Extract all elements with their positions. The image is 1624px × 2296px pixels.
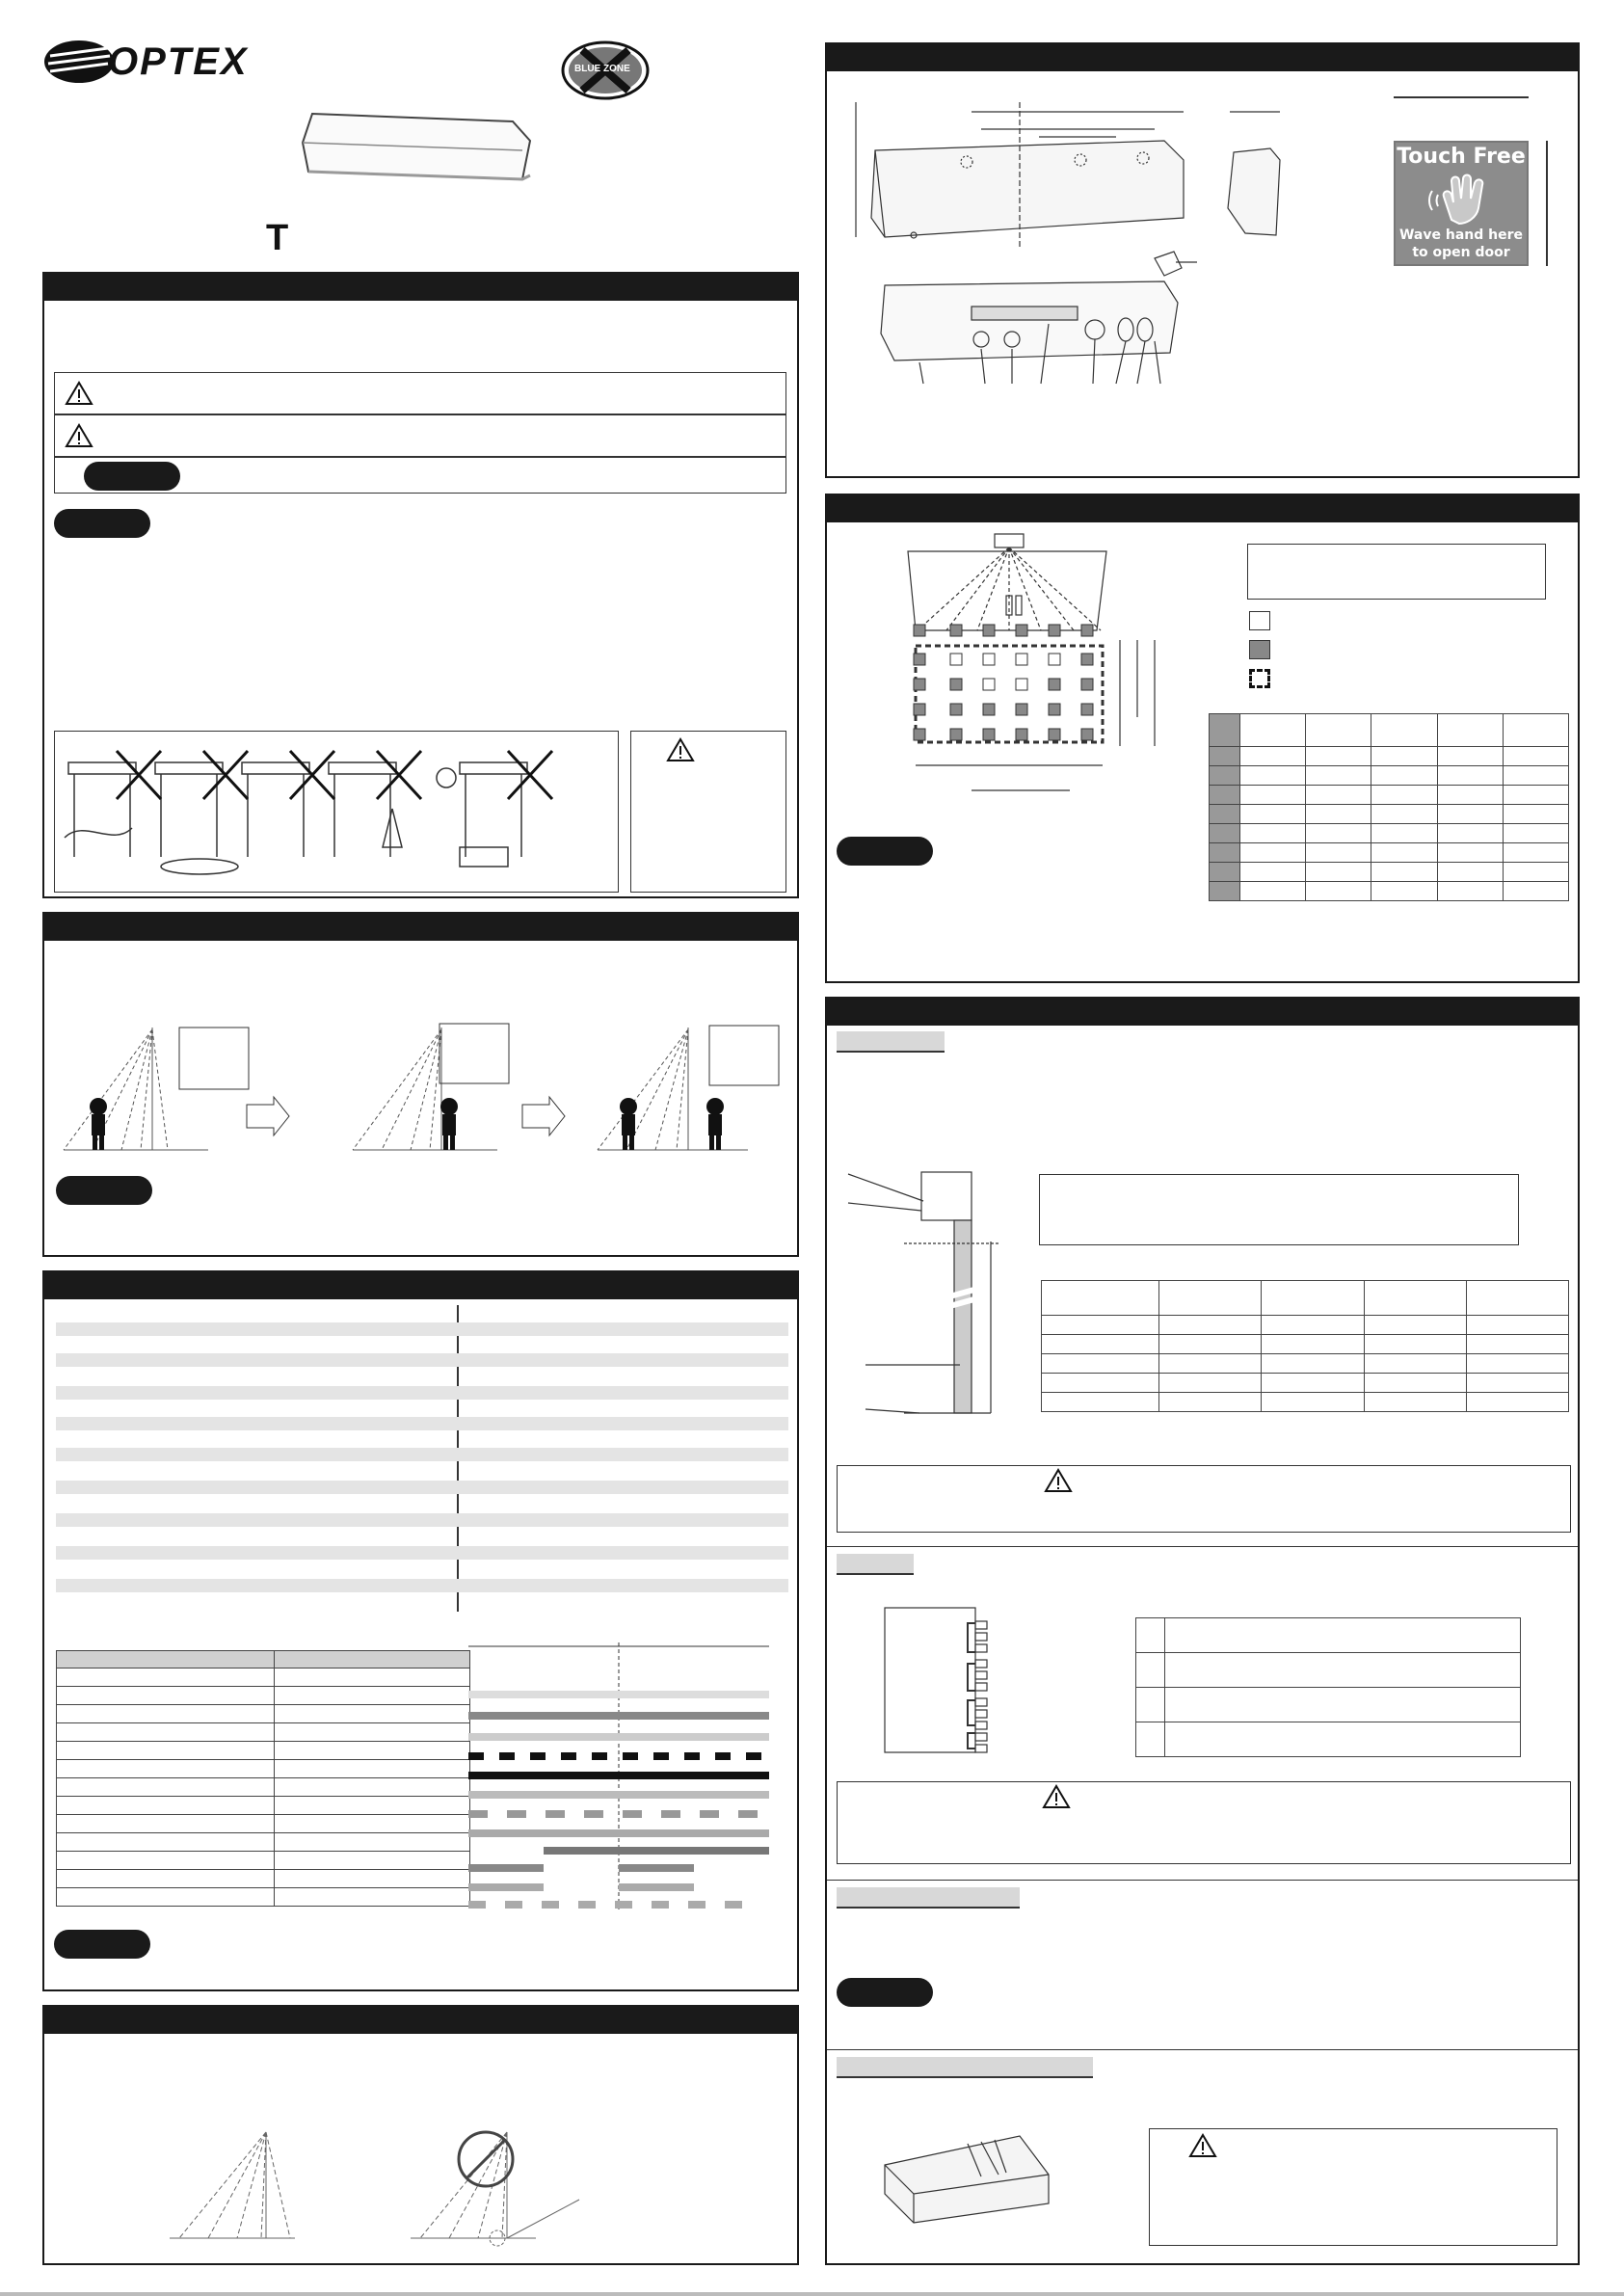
sign-height-dim xyxy=(1546,141,1548,266)
subsection-divider xyxy=(827,2049,1578,2050)
mounting-height-diagram xyxy=(827,1134,1039,1461)
spec-row xyxy=(56,1353,788,1367)
note-pill xyxy=(56,1176,152,1205)
connector-diagram xyxy=(881,1604,997,1758)
subsection-label xyxy=(837,1031,945,1053)
note-pill xyxy=(54,1930,150,1959)
warning-icon xyxy=(65,381,93,411)
caution-icon xyxy=(1044,1468,1073,1498)
note-box xyxy=(54,457,786,494)
note-pill xyxy=(84,462,180,491)
spec-row xyxy=(56,1513,788,1527)
section-header-bar xyxy=(44,1272,797,1299)
spec-row xyxy=(56,1579,788,1592)
caution-box xyxy=(54,414,786,457)
mounting-note-box xyxy=(1039,1174,1519,1245)
subsection-label xyxy=(837,2057,1093,2078)
prohibited-installations-panel xyxy=(54,731,619,893)
touch-free-line2: to open door xyxy=(1412,245,1510,260)
spec-row xyxy=(56,1448,788,1461)
detection-area-section xyxy=(825,494,1580,983)
legend-dashed-square xyxy=(1249,669,1270,688)
wiring-caution-box xyxy=(837,1781,1571,1864)
spec-row xyxy=(56,1546,788,1560)
note-pill-2 xyxy=(54,509,150,538)
installation-caution-section xyxy=(42,2005,799,2265)
cover-caution-box xyxy=(1149,2128,1557,2246)
specifications-section xyxy=(42,1270,799,1991)
legend-gray-square xyxy=(1249,640,1270,659)
operation-section xyxy=(42,912,799,1257)
subsection-divider xyxy=(827,1880,1578,1881)
caution-icon xyxy=(1188,2133,1217,2163)
dimension-drawing xyxy=(827,44,1309,391)
touch-free-title: Touch Free xyxy=(1397,145,1526,169)
spec-row xyxy=(56,1417,788,1430)
caution-side-panel xyxy=(630,731,786,893)
caution-icon xyxy=(1042,1784,1071,1814)
subsection-divider xyxy=(827,1546,1578,1547)
safety-section xyxy=(42,272,799,898)
note-pill xyxy=(837,1978,933,2007)
operation-diagrams xyxy=(44,914,801,1259)
touch-free-sign xyxy=(1394,141,1529,266)
spec-row xyxy=(56,1322,788,1336)
cover-removal-diagram xyxy=(875,2126,1068,2232)
product-title: T xyxy=(266,218,289,258)
indicator-table xyxy=(56,1650,470,1907)
sensor-product-image xyxy=(299,104,540,183)
subsection-label xyxy=(837,1887,1020,1909)
hand-wave-icon xyxy=(1424,172,1498,230)
caution-icon xyxy=(666,737,695,767)
touch-free-sign-label-line xyxy=(1394,96,1529,98)
legend-white-square xyxy=(1249,611,1270,630)
prohibited-illustrations xyxy=(55,732,620,894)
detection-grid-diagram xyxy=(827,495,1174,804)
settings-section xyxy=(825,997,1580,2265)
wiring-table xyxy=(1135,1617,1521,1757)
detection-area-table xyxy=(1209,713,1569,901)
caution-icon xyxy=(65,423,93,453)
mounting-caution-box xyxy=(837,1465,1571,1533)
mounting-height-table xyxy=(1041,1280,1569,1412)
subsection-label xyxy=(837,1554,914,1575)
section-header-bar xyxy=(44,274,797,301)
warning-box xyxy=(54,372,786,414)
mounting-diagrams xyxy=(44,2007,801,2267)
note-pill xyxy=(837,837,933,866)
indicator-pattern-chart xyxy=(468,1642,777,1912)
bluezone-badge-text: BLUE ZONE xyxy=(574,64,630,74)
spec-row xyxy=(56,1386,788,1400)
dimensions-section xyxy=(825,42,1580,478)
brand-logo-text: OPTEX xyxy=(108,40,249,83)
section-header-bar xyxy=(827,999,1578,1026)
page-bottom-edge xyxy=(0,2292,1624,2296)
detection-note-box xyxy=(1247,544,1546,600)
touch-free-line1: Wave hand here xyxy=(1398,227,1524,243)
spec-row xyxy=(56,1481,788,1494)
